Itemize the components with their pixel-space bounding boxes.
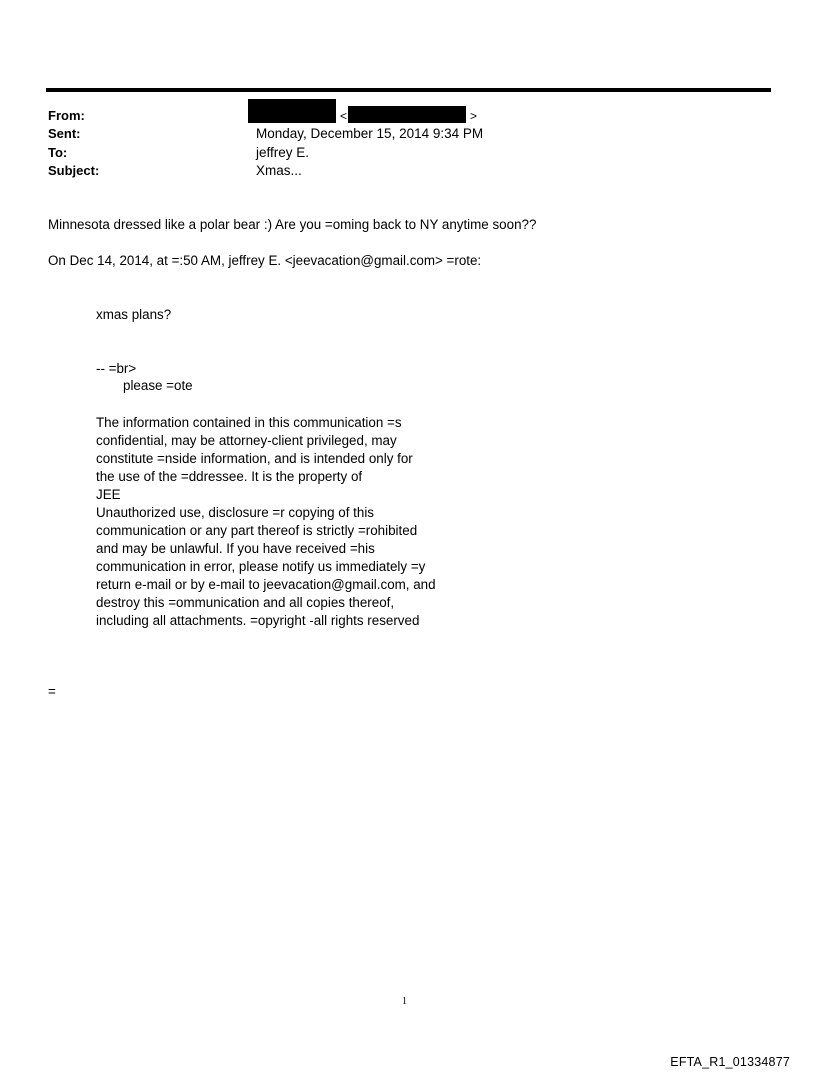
subject-label: Subject: <box>48 163 100 178</box>
from-label: From: <box>48 108 85 123</box>
disclaimer-line: and may be unlawful. If you have received =his <box>96 541 375 556</box>
signature-separator: -- =br> <box>96 361 137 376</box>
disclaimer-line: return e-mail or by e-mail to jeevacation@gmail.com, and <box>96 577 436 592</box>
disclaimer-line: Unauthorized use, disclosure =r copying of this <box>96 505 375 520</box>
disclaimer-line: JEE <box>96 487 121 502</box>
from-open-bracket: < <box>340 109 348 123</box>
disclaimer-line: destroy this =ommunication and all copies thereof, <box>96 595 395 610</box>
page-number: 1 <box>402 996 407 1007</box>
sent-value: Monday, December 15, 2014 9:34 PM <box>256 126 484 141</box>
document-id: EFTA_R1_01334877 <box>670 1055 790 1069</box>
from-name-redaction <box>248 99 336 123</box>
disclaimer-line: confidential, may be attorney-client privileged, may <box>96 433 397 448</box>
reply-header: On Dec 14, 2014, at =:50 AM, jeffrey E. <jeevacation@gmail.com> =rote: <box>48 253 482 268</box>
header-rule <box>46 88 771 92</box>
message-text: Minnesota dressed like a polar bear :) Are you =oming back to NY anytime soon?? <box>48 217 537 232</box>
disclaimer-line: communication or any part thereof is strictly =rohibited <box>96 523 418 538</box>
trailing-char: = <box>48 684 56 699</box>
disclaimer-line: the use of the =ddressee. It is the property of <box>96 469 363 484</box>
disclaimer-line: communication in error, please notify us immediately =y <box>96 559 426 574</box>
disclaimer-line: including all attachments. =opyright -all rights reserved <box>96 613 420 628</box>
disclaimer-line: constitute =nside information, and is intended only for <box>96 451 413 466</box>
from-close-bracket: > <box>470 109 478 123</box>
subject-value: Xmas... <box>256 163 302 178</box>
disclaimer-line: The information contained in this communication =s <box>96 415 402 430</box>
from-email-redaction <box>348 106 466 123</box>
sent-label: Sent: <box>48 126 81 141</box>
to-label: To: <box>48 145 68 160</box>
to-value: jeffrey E. <box>256 145 310 160</box>
quoted-message: xmas plans? <box>96 307 172 322</box>
signature-note: please =ote <box>123 378 193 393</box>
